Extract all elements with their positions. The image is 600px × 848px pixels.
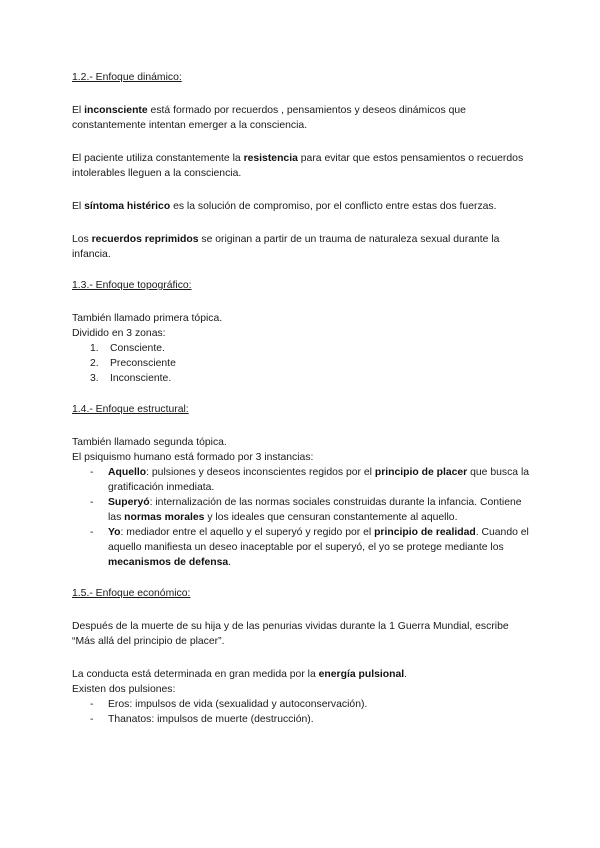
text-line: Dividido en 3 zonas: <box>72 328 166 339</box>
instances-list <box>72 465 530 570</box>
text-line: También llamado primera tópica. <box>72 313 223 324</box>
paragraph-conducta: La conducta está determinada en gran medida por la energía pulsional. <box>72 669 408 680</box>
section-heading-estructural: 1.4.- Enfoque estructural: <box>72 404 189 415</box>
paragraph-resistencia: El paciente utiliza constantemente la resistencia para evitar que estos pensamientos o recuerdos intolerables lleguen a la consciencia. <box>72 153 524 179</box>
pulsiones-list <box>72 697 530 727</box>
list-item: 3. Inconsciente. <box>90 373 172 384</box>
list-item-aquello: - Aquello: pulsiones y deseos inconscientes regidos por el principio de placer que busca la gratificación inmediata. <box>90 467 530 493</box>
text-line: El psiquismo humano está formado por 3 instancias: <box>72 452 314 463</box>
section-heading-economico: 1.5.- Enfoque económico: <box>72 588 191 599</box>
text-line: También llamado segunda tópica. <box>72 437 227 448</box>
paragraph-sintoma: El síntoma histérico es la solución de compromiso, por el conflicto entre estas dos fuerzas. <box>72 201 497 212</box>
paragraph-recuerdos: Los recuerdos reprimidos se originan a partir de un trauma de naturaleza sexual durante la infancia. <box>72 234 500 260</box>
list-item-thanatos: - Thanatos: impulsos de muerte (destrucción). <box>90 714 314 725</box>
list-item-eros: - Eros: impulsos de vida (sexualidad y autoconservación). <box>90 699 368 710</box>
paragraph-muerte-hija: Después de la muerte de su hija y de las penurias vividas durante la 1 Guerra Mundial, escribe “Más allá del principio de placer”. <box>72 621 509 647</box>
zones-list <box>72 341 530 386</box>
list-item: 2. Preconsciente <box>90 358 176 369</box>
section-heading-dinamico: 1.2.- Enfoque dinámico: <box>72 72 182 83</box>
section-heading-topografico: 1.3.- Enfoque topográfico: <box>72 280 192 291</box>
paragraph-inconsciente: El inconsciente está formado por recuerdos , pensamientos y deseos dinámicos que constantemente intentan emerger a la consciencia. <box>72 105 466 131</box>
list-item: 1. Consciente. <box>90 343 165 354</box>
list-item-yo: - Yo: mediador entre el aquello y el superyó y regido por el principio de realidad. Cuando el aquello manifiesta un deseo inaceptable por el superyó, el yo se protege mediante los mecanismos de defensa. <box>90 527 529 568</box>
text-line: Existen dos pulsiones: <box>72 684 176 695</box>
list-item-superyo: - Superyó: internalización de las normas sociales construidas durante la infancia. Contiene las normas morales y los ideales que censuran constantemente al aquello. <box>90 497 522 523</box>
